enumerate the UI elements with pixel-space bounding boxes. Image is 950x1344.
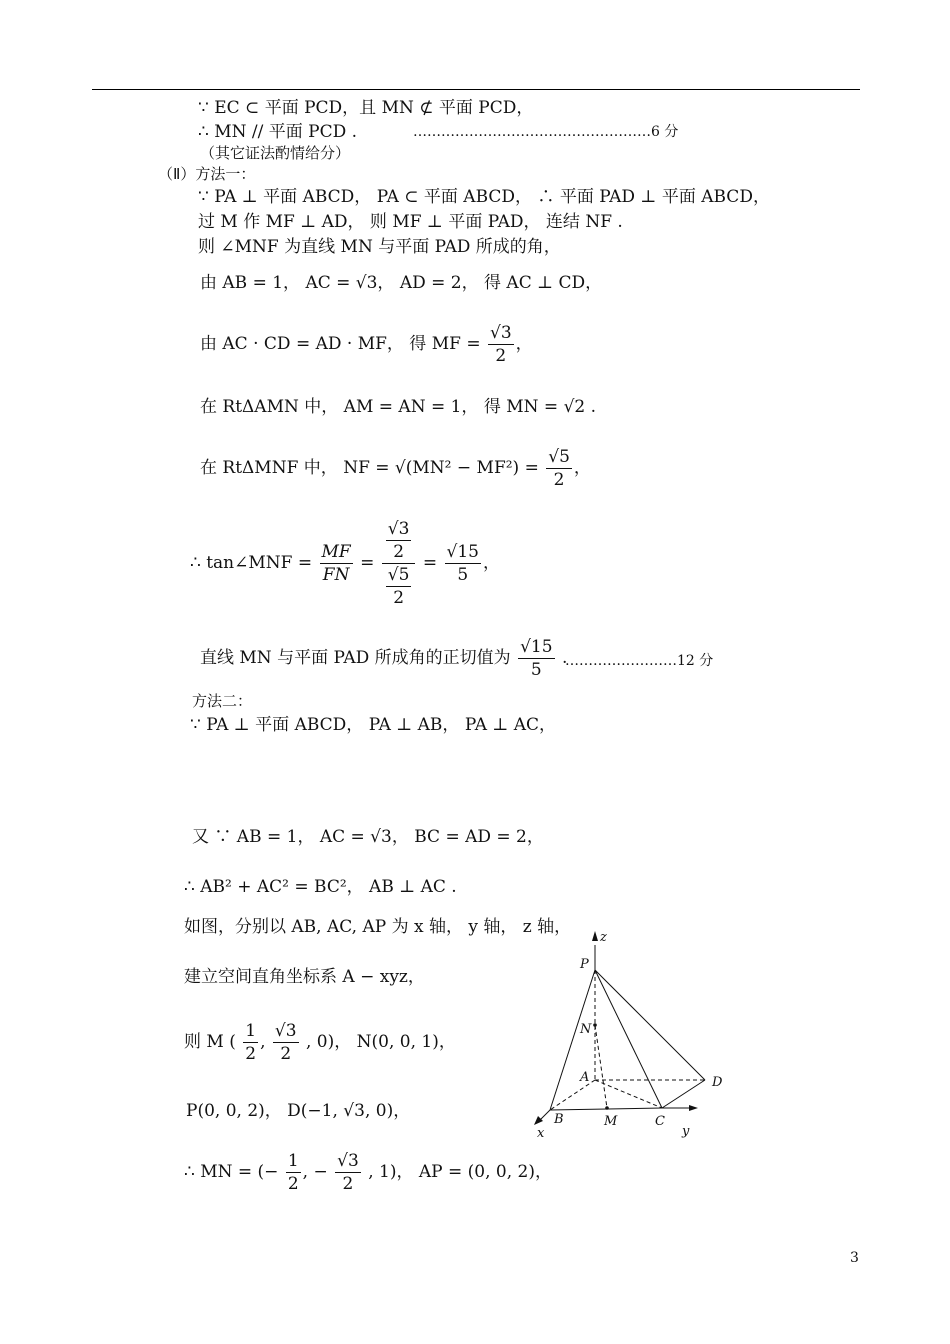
score-6: ……………………………………………6 分 [413, 124, 679, 140]
x-axis-arrow [534, 1116, 543, 1125]
line-19: 建立空间直角坐标系 A − xyz， [184, 967, 425, 987]
fraction-mn-x [286, 1150, 301, 1195]
line-14-heading: 方法二： [192, 692, 253, 710]
frac-num: 1 [245, 1021, 257, 1041]
frac-den: 5 [457, 565, 469, 585]
line-9-text: 由 AC · CD = AD · MF， 得 MF = [200, 334, 481, 354]
frac-num: √15 [446, 542, 479, 562]
pyramid-figure [520, 925, 740, 1145]
label-y: y [682, 1124, 690, 1139]
frac-num: √3 [387, 519, 410, 539]
line-4-heading: （Ⅱ）方法一： [158, 165, 256, 183]
line-20-tail: , 0)， N(0, 0, 1)， [305, 1032, 456, 1052]
label-a: A [580, 1070, 590, 1085]
frac-num: MF [321, 542, 351, 562]
score-12: ……………………12 分 [565, 653, 714, 669]
line-20-text: 则 M ( [184, 1032, 236, 1052]
line-7: 则 ∠MNF 为直线 MN 与平面 PAD 所成的角， [198, 237, 561, 257]
frac-num: √5 [387, 565, 410, 585]
label-x: x [537, 1126, 545, 1141]
fraction-compound [382, 518, 416, 609]
fraction-nf [546, 446, 572, 491]
frac-num: 1 [287, 1151, 299, 1171]
inner-frac-bottom [386, 564, 412, 609]
line-2 [198, 121, 357, 143]
frac-den: FN [322, 565, 350, 585]
line-8: 由 AB = 1， AC = √3， AD = 2， 得 AC ⊥ CD， [200, 273, 603, 293]
y-axis-arrow [689, 1105, 698, 1111]
frac-num: √3 [489, 323, 512, 343]
edge-cd [662, 1080, 705, 1108]
label-b: B [554, 1112, 564, 1127]
fraction-mf [488, 322, 514, 367]
frac-den: 2 [280, 1044, 292, 1064]
line-11: 在 RtΔMNF 中， NF = √(MN² − MF²) = $\frac{√5}{2}$ ， [200, 447, 591, 490]
line-6: 过 M 作 MF ⊥ AD， 则 MF ⊥ 平面 PAD， 连结 NF . [198, 212, 623, 232]
fraction-mn-y [335, 1150, 361, 1195]
page-number: 3 [850, 1250, 859, 1266]
fraction-mf-fn [320, 541, 353, 586]
line-11-text: 在 RtΔMNF 中， NF = √(MN² − MF²) = [200, 458, 539, 478]
fraction-result [445, 541, 481, 586]
line-15: ∵ PA ⊥ 平面 ABCD， PA ⊥ AB， PA ⊥ AC， [190, 715, 557, 735]
line-17: ∴ AB² + AC² = BC²， AB ⊥ AC . [184, 877, 457, 897]
line-3: （其它证法酌情给分） [200, 144, 351, 162]
line-16: 又 ∵ AB = 1， AC = √3， BC = AD = 2， [192, 827, 544, 847]
frac-den: 2 [495, 346, 507, 366]
label-m: M [604, 1114, 618, 1129]
line-12: ∴ tan∠MNF = $\frac{MF}{FN}$ = $\frac{\frac{√3}{2}}{\frac{√5}{2}}$ = $\frac{√15}{5}$ ， [190, 519, 500, 608]
frac-den: 2 [553, 470, 565, 490]
line-2-text: ∴ MN // 平面 PCD . [198, 122, 358, 142]
edge-ac [595, 1080, 662, 1108]
frac-den: 2 [342, 1174, 354, 1194]
line-22-text: ∴ MN = (− [184, 1162, 279, 1182]
inner-frac-top [386, 518, 412, 563]
frac-num: √15 [520, 637, 553, 657]
fraction-m-y [273, 1020, 299, 1065]
line-13-text: 直线 MN 与平面 PAD 所成角的正切值为 [200, 648, 511, 668]
point-n [593, 1023, 597, 1027]
frac-den [382, 564, 416, 609]
line-13: 直线 MN 与平面 PAD 所成角的正切值为 $\frac{√15}{5}$ . [200, 637, 568, 680]
line-18: 如图，分别以 AB, AC, AP 为 x 轴， y 轴， z 轴， [184, 917, 572, 937]
frac-num: √5 [548, 447, 570, 467]
line-5: ∵ PA ⊥ 平面 ABCD， PA ⊂ 平面 ABCD， ∴ 平面 PAD ⊥ 平面 ABCD， [198, 187, 770, 207]
frac-den: 2 [245, 1044, 257, 1064]
frac-num: √3 [337, 1151, 359, 1171]
z-axis-arrow [592, 931, 598, 941]
edge-nm [595, 1025, 607, 1108]
line-22: ∴ MN = (− $\frac{1}{2}$ , − $\frac{√3}{2}$ , 1)， AP = (0, 0, 2)， [184, 1151, 552, 1194]
edge-pb [550, 970, 595, 1110]
line-20: 则 M ( $\frac{1}{2}$ , $\frac{√3}{2}$ , 0)， N(0, 0, 1)， [184, 1021, 456, 1064]
fraction-m-x [243, 1020, 258, 1065]
edge-pd [595, 970, 705, 1080]
line-1: ∵ EC ⊂ 平面 PCD，且 MN ⊄ 平面 PCD， [198, 98, 534, 118]
line-21: P(0, 0, 2)， D(−1, √3, 0)， [186, 1101, 411, 1121]
frac-den: 5 [530, 660, 542, 680]
line-9: 由 AC · CD = AD · MF， 得 MF = $\frac{√3}{2}$ ， [200, 323, 533, 366]
line-22-tail: , 1)， AP = (0, 0, 2)， [368, 1162, 552, 1182]
frac-num [382, 518, 416, 564]
frac-den: 2 [393, 588, 405, 608]
frac-den: 2 [287, 1174, 299, 1194]
point-m [605, 1106, 609, 1110]
frac-den: 2 [393, 542, 405, 562]
fraction-answer [518, 636, 554, 681]
label-z: z [600, 930, 607, 945]
x-axis [540, 1110, 550, 1120]
label-c: C [655, 1114, 665, 1129]
frac-num: √3 [274, 1021, 297, 1041]
line-10: 在 RtΔAMN 中， AM = AN = 1， 得 MN = √2 . [200, 397, 597, 417]
label-d: D [712, 1075, 723, 1090]
edge-pc [595, 970, 662, 1108]
label-p: P [580, 957, 589, 972]
line-12-text: ∴ tan∠MNF = [190, 553, 313, 573]
header-rule [92, 89, 860, 90]
label-n: N [580, 1022, 592, 1037]
